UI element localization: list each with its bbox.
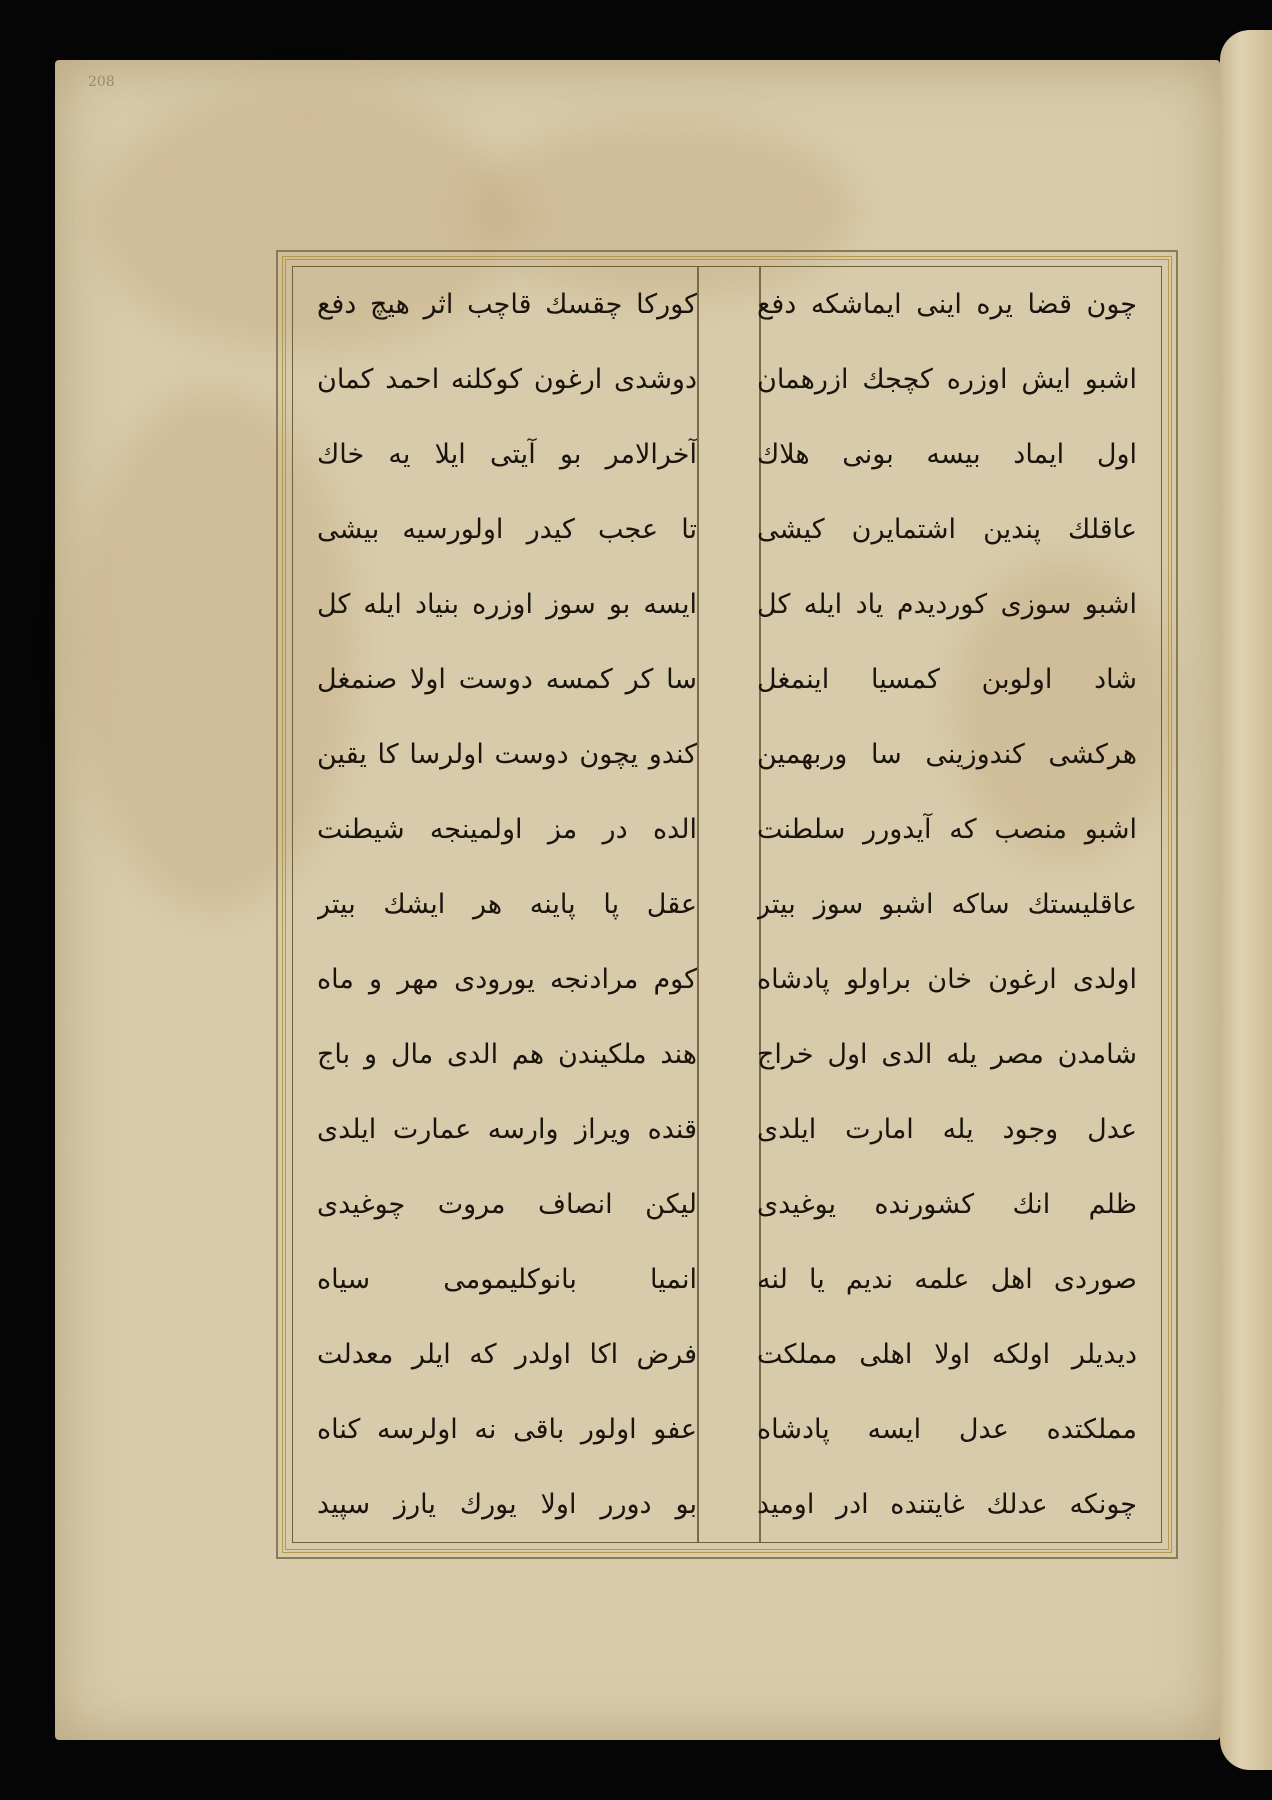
verse-line: اشبو سوزی کوردیدم یاد ایله کل <box>757 588 1137 620</box>
verse-line: شاد اولوبن کمسیا اینمغل <box>757 663 1137 695</box>
verse-line: تا عجب کیدر اولورسیه بیشی <box>317 513 697 545</box>
text-frame <box>276 250 1178 1559</box>
verse-line: فرض اکا اولدر که ایلر معدلت <box>317 1338 697 1370</box>
verse-line: قنده ویراز وارسه عمارت ایلدی <box>317 1113 697 1145</box>
verse-line: کوم مرادنجه یورودی مهر و ماه <box>317 963 697 995</box>
verse-line: اشبو ایش اوزره کچجك ازرهمان <box>757 363 1137 395</box>
verse-line: هند ملکیندن هم الدی مال و باج <box>317 1038 697 1070</box>
verse-line: آخرالامر بو آیتی ایلا یه خاك <box>317 438 697 470</box>
verse-line: عاقلك پندین اشتمایرن کیشی <box>757 513 1137 545</box>
verse-line: کندو یچون دوست اولرسا کا یقین <box>317 738 697 770</box>
verse-line: مملکتده عدل ایسه پادشاه <box>757 1413 1137 1445</box>
verse-line: عفو اولور باقی نه اولرسه کناه <box>317 1413 697 1445</box>
verse-line: دیدیلر اولکه اولا اهلی مملکت <box>757 1338 1137 1370</box>
verse-line: انمیا بانوکلیمومی سیاه <box>317 1263 697 1295</box>
verse-line: بو دورر اولا یورك یارز سپید <box>317 1488 697 1520</box>
verse-line: شامدن مصر یله الدی اول خراج <box>757 1038 1137 1070</box>
text-frame-inner-rule <box>292 266 1162 1543</box>
verse-line: چونکه عدلك غایتنده ادر اومید <box>757 1488 1137 1520</box>
verse-line: صوردی اهل علمه ندیم یا لنه <box>757 1263 1137 1295</box>
verse-line: الده در مز اولمینجه شیطنت <box>317 813 697 845</box>
verse-line: عدل وجود یله امارت ایلدی <box>757 1113 1137 1145</box>
verse-column-left <box>307 281 707 1528</box>
adjacent-page-edge <box>1220 30 1272 1770</box>
verse-line: اول ایماد بیسه بونی هلاك <box>757 438 1137 470</box>
verse-line: دوشدی ارغون کوکلنه احمد کمان <box>317 363 697 395</box>
verse-line: اولدی ارغون خان براولو پادشاه <box>757 963 1137 995</box>
verse-line: کورکا چقسك قاچب اثر هیچ دفع <box>317 289 697 320</box>
verse-line: عقل پا پاینه هر ایشك بیتر <box>317 888 697 920</box>
folio-number: 208 <box>88 74 115 90</box>
verse-line: ایسه بو سوز اوزره بنیاد ایله کل <box>317 588 697 620</box>
verse-line: ظلم انك کشورنده یوغیدی <box>757 1188 1137 1220</box>
verse-line: هرکشی کندوزینی سا وربهمین <box>757 738 1137 770</box>
verse-line: چون قضا یره اینی ایماشکه دفع <box>757 289 1137 320</box>
verse-line: سا کر کمسه دوست اولا صنمغل <box>317 663 697 695</box>
verse-line: لیکن انصاف مروت چوغیدی <box>317 1188 697 1220</box>
verse-column-right <box>747 281 1147 1528</box>
verse-line: اشبو منصب که آیدورر سلطنت <box>757 813 1137 845</box>
verse-line: عاقلیستك ساکه اشبو سوز بیتر <box>757 888 1137 920</box>
